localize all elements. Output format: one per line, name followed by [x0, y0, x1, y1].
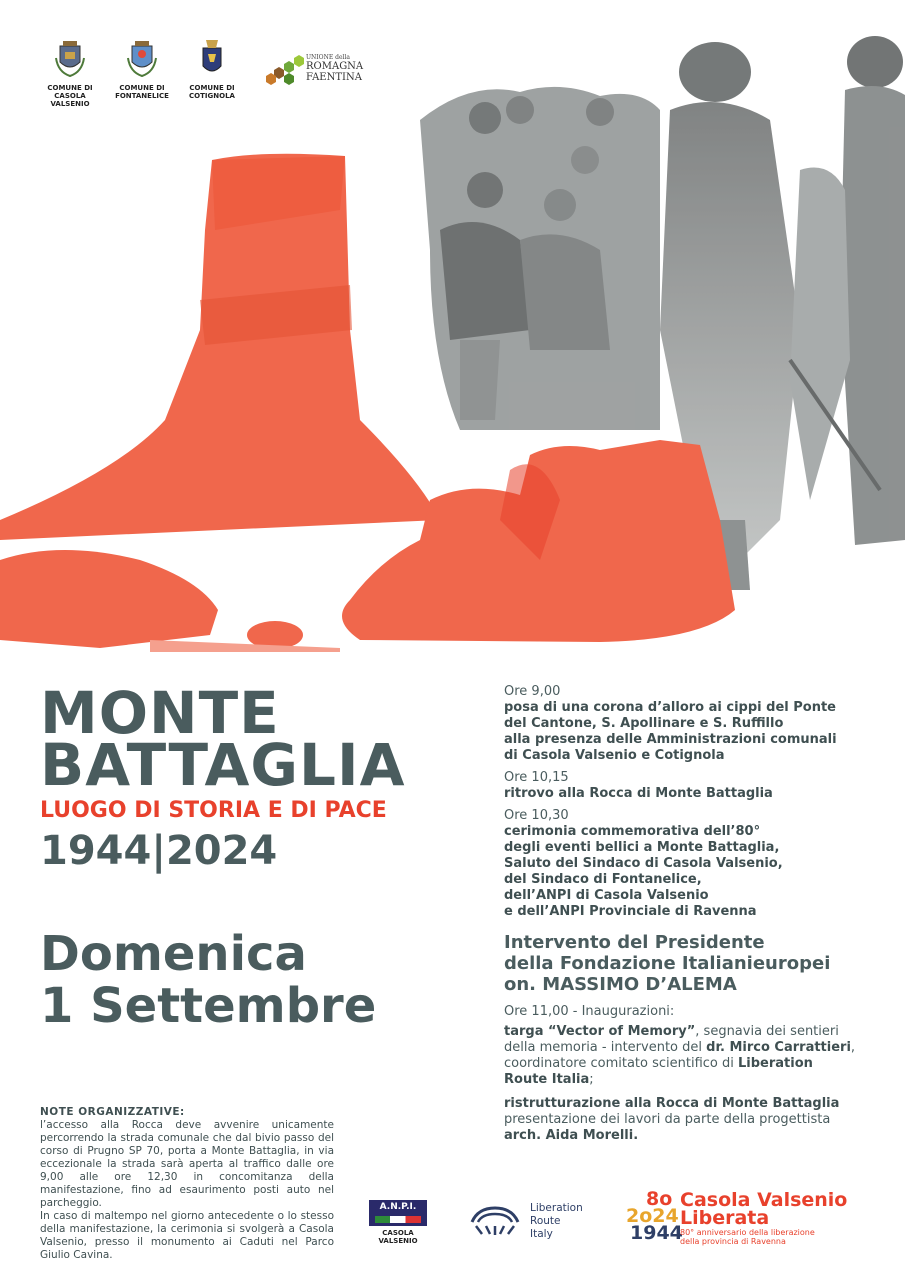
inaugurazioni-item-vector	[504, 1024, 864, 1088]
schedule-item	[504, 684, 864, 764]
lr-line3: Italy	[530, 1228, 553, 1240]
casola-caption1: 80° anniversario della liberazione	[680, 1228, 815, 1237]
unione-line2: FAENTINA	[306, 72, 362, 83]
date-day: Domenica	[40, 926, 307, 982]
inaugurazioni	[504, 1004, 864, 1144]
schedule-time: Ore 10,30	[504, 808, 569, 823]
schedule-line: Saluto del Sindaco di Casola Valsenio,	[504, 856, 783, 871]
text-bold: ristrutturazione alla Rocca di Monte Battaglia	[504, 1096, 840, 1111]
liberation-route-icon	[468, 1204, 522, 1238]
inaugurazioni-time: Ore 11,00 - Inaugurazioni:	[504, 1004, 675, 1019]
logo-line1: COMUNE DI	[119, 84, 165, 92]
text-bold: Route Italia	[504, 1072, 590, 1087]
inaugurazioni-item-rocca	[504, 1096, 864, 1144]
liberata-title: Liberata	[680, 1207, 770, 1229]
text-bold: dr. Mirco Carrattieri	[706, 1040, 851, 1055]
text: ;	[589, 1072, 594, 1087]
schedule-line: di Casola Valsenio e Cotignola	[504, 748, 725, 763]
schedule-item	[504, 808, 864, 920]
logo-liberation-route	[468, 1200, 598, 1244]
anpi-caption: CASOLA VALSENIO	[378, 1229, 418, 1245]
intervento-line2: della Fondazione Italianieuropei	[504, 953, 831, 974]
logo-casola-liberata	[626, 1190, 866, 1246]
schedule-line: del Sindaco di Fontanelice,	[504, 872, 702, 887]
schedule-line: del Cantone, S. Apollinare e S. Ruffillo	[504, 716, 784, 731]
text-bold: Liberation	[738, 1056, 813, 1071]
schedule-line: degli eventi bellici a Monte Battaglia,	[504, 840, 780, 855]
rocca-tower	[0, 154, 440, 540]
notes-p2: In caso di maltempo nel giorno antecedente o lo stesso della manifestazione, la cerimonia si svolgerà a Casola Valsenio, presso il monumento ai Caduti nel Parco Giulio Cavina.	[40, 1210, 334, 1261]
logo-line1: COMUNE DI	[189, 84, 235, 92]
schedule-line: dell’ANPI di Casola Valsenio	[504, 888, 709, 903]
schedule	[504, 684, 864, 920]
unione-small: UNIONE della	[306, 54, 350, 61]
text: ,	[850, 1040, 856, 1055]
text-bold: targa “Vector of Memory”	[504, 1024, 696, 1039]
casola-caption2: della provincia di Ravenna	[680, 1237, 786, 1246]
page-title-line1: MONTE	[40, 679, 280, 747]
intervento-line3: on. MASSIMO D’ALEMA	[504, 974, 737, 995]
anpi-badge	[369, 1200, 427, 1226]
logo-line2: FONTANELICE	[115, 92, 169, 100]
subtitle: LUOGO DI STORIA E DI PACE	[40, 798, 387, 823]
hero-collage-image	[0, 30, 905, 660]
casola-title: Casola Valsenio	[680, 1189, 848, 1211]
logo-anpi	[366, 1200, 430, 1245]
notes	[40, 1106, 334, 1262]
page-title-line2: BATTAGLIA	[40, 731, 406, 799]
schedule-line: cerimonia commemorativa dell’80°	[504, 824, 761, 839]
notes-p1: l’accesso alla Rocca deve avvenire unicamente percorrendo la strada comunale che dal bivio passo del corso di Prugno SP 70, porta a Monte Battaglia, in via eccezionale la strada sarà aperta al traffico dalle ore 9,00 alle ore 12,30 in concomitanza della manifestazione, fino ad esaurimento posti auto nel parcheggio.	[40, 1119, 334, 1209]
text-bold: arch. Aida Morelli.	[504, 1128, 639, 1143]
unione-line1: ROMAGNA	[306, 61, 364, 72]
logo-line2: CASOLA VALSENIO	[50, 92, 90, 108]
notes-heading: NOTE ORGANIZZATIVE:	[40, 1106, 185, 1118]
date-full: 1 Settembre	[40, 978, 377, 1034]
schedule-line: ritrovo alla Rocca di Monte Battaglia	[504, 786, 773, 801]
years: 1944|2024	[40, 828, 278, 874]
schedule-line: alla presenza delle Amministrazioni comunali	[504, 732, 837, 747]
intervento	[504, 932, 884, 995]
schedule-time: Ore 10,15	[504, 770, 569, 785]
lr-line2: Route	[530, 1215, 561, 1227]
logo-line1: COMUNE DI	[47, 84, 93, 92]
text: della memoria - intervento del	[504, 1040, 707, 1055]
logo-line2: COTIGNOLA	[189, 92, 235, 100]
text: coordinatore comitato scientifico di	[504, 1056, 738, 1071]
schedule-item	[504, 770, 864, 802]
anpi-label: A.N.P.I.	[379, 1202, 417, 1212]
text: , segnavia dei sentieri	[695, 1024, 839, 1039]
schedule-time: Ore 9,00	[504, 684, 561, 699]
text: presentazione dei lavori da parte della progettista	[504, 1112, 831, 1127]
intervento-line1: Intervento del Presidente	[504, 932, 765, 953]
schedule-line: e dell’ANPI Provinciale di Ravenna	[504, 904, 757, 919]
num-2024: 2o24	[626, 1205, 679, 1227]
num-80: 8o	[646, 1188, 673, 1210]
schedule-line: posa di una corona d’alloro ai cippi del Ponte	[504, 700, 836, 715]
num-1944: 1944	[630, 1222, 683, 1244]
lr-line1: Liberation	[530, 1202, 583, 1214]
